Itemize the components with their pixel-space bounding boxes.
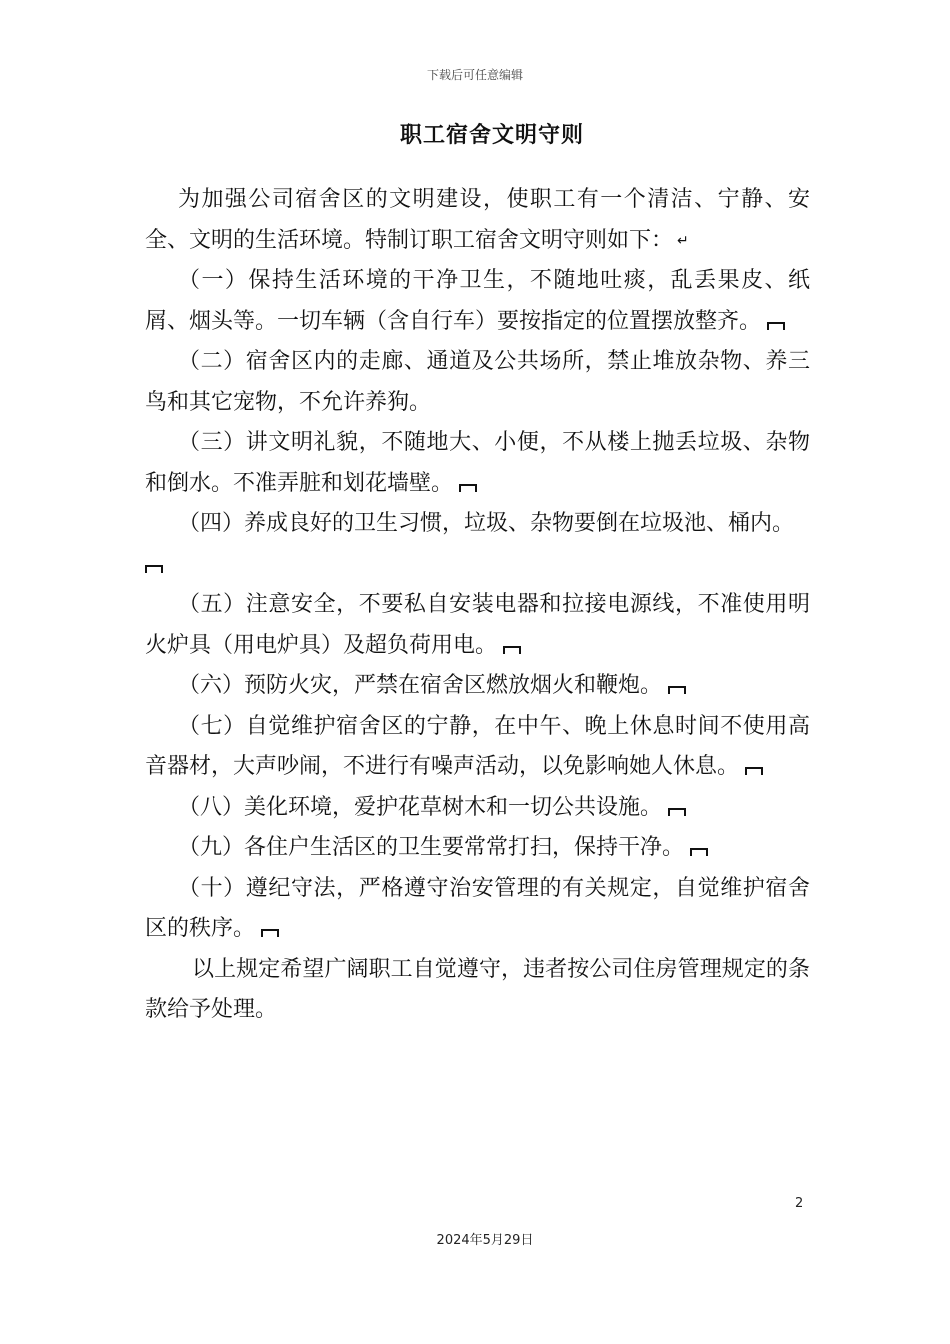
document-title: 职工宿舍文明守则 [399, 123, 584, 148]
rule-text: （六）预防火灾，严禁在宿舍区燃放烟火和鞭炮。 [178, 673, 663, 698]
rule-1 [145, 261, 810, 342]
rule-text: （五）注意安全，不要私自安装电器和拉接电源线，不准使用明火炉具（用电炉具）及超负荷用电。 [145, 592, 810, 658]
rule-8 [145, 788, 810, 829]
rule-6 [145, 666, 810, 707]
rule-3 [145, 423, 810, 504]
paragraph-mark-icon: ↵ [677, 232, 689, 249]
paragraph-mark-icon [668, 808, 686, 816]
rule-7 [145, 707, 810, 788]
rule-9 [145, 828, 810, 869]
rule-text: （九）各住户生活区的卫生要常常打扫，保持干净。 [178, 835, 685, 860]
paragraph-mark-icon [459, 484, 477, 492]
rule-10 [145, 869, 810, 950]
rule-text: （二）宿舍区内的走廊、通道及公共场所，禁止堆放杂物、养三鸟和其它宠物，不允许养狗。 [145, 349, 810, 415]
rule-text: （八）美化环境，爱护花草树木和一切公共设施。 [178, 794, 663, 820]
rule-text: （三）讲文明礼貌，不随地大、小便，不从楼上抛丢垃圾、杂物和倒水。不准弄脏和划花墙壁。 [145, 430, 810, 496]
intro-paragraph [145, 180, 810, 261]
rule-5 [145, 585, 810, 666]
paragraph-mark-icon [690, 848, 708, 856]
intro-text: 为加强公司宿舍区的文明建设，使职工有一个清洁、宁静、安全、文明的生活环境。特制订职工宿舍文明守则如下： [145, 187, 810, 253]
paragraph-mark-icon [503, 646, 521, 654]
paragraph-mark-icon [745, 767, 763, 775]
closing-text: 以上规定希望广阔职工自觉遵守，违者按公司住房管理规定的条款给予处理。 [145, 956, 810, 1022]
rule-text: （四）养成良好的卫生习惯，垃圾、杂物要倒在垃圾池、桶内。 [178, 511, 795, 536]
document-body [145, 180, 810, 1031]
header-note: 下载后可任意编辑 [426, 68, 523, 82]
rule-2 [145, 342, 810, 423]
paragraph-mark-icon [261, 929, 279, 937]
rule-text: （十）遵纪守法，严格遵守治安管理的有关规定，自觉维护宿舍区的秩序。 [145, 875, 810, 941]
paragraph-mark-icon [767, 322, 785, 330]
closing-paragraph [145, 950, 810, 1031]
paragraph-mark-icon [668, 686, 686, 694]
rule-text: （一）保持生活环境的干净卫生，不随地吐痰，乱丢果皮、纸屑、烟头等。一切车辆（含自行车）要按指定的位置摆放整齐。 [145, 268, 810, 334]
paragraph-mark-icon [145, 565, 163, 573]
page-number: 2 [795, 1196, 804, 1211]
footer-date: 2024年5月29日 [436, 1233, 534, 1248]
rule-text: （七）自觉维护宿舍区的宁静，在中午、晚上休息时间不使用高音器材，大声吵闹，不进行有噪声活动，以免影响她人休息。 [145, 713, 810, 779]
rule-4 [145, 504, 810, 585]
